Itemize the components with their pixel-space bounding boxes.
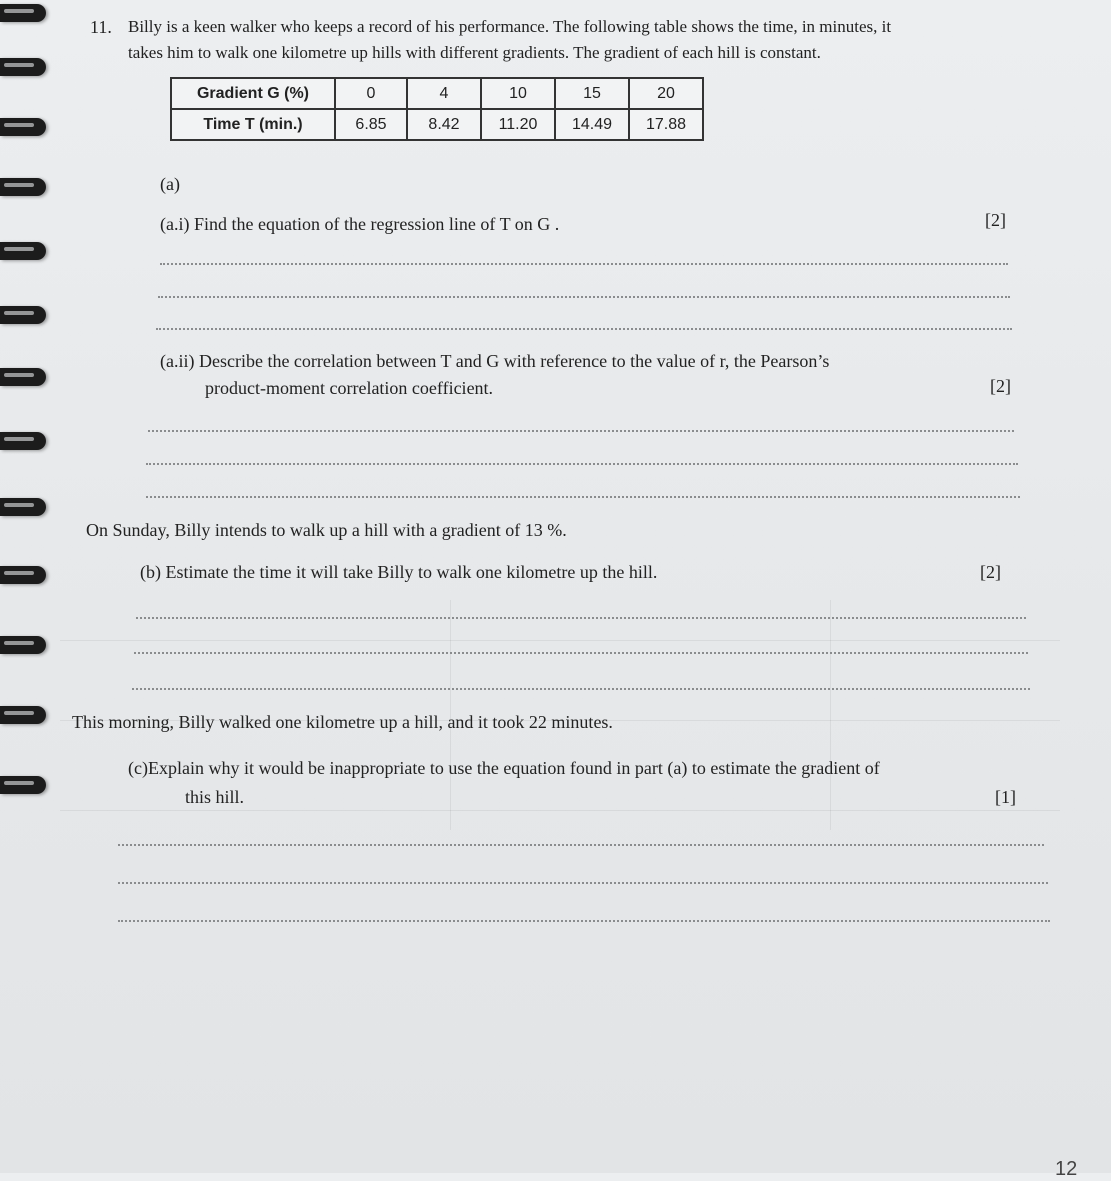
part-a-ii-marks: [2] — [990, 376, 1011, 396]
part-c-question-line1: (c)Explain why it would be inappropriate to use the equation found in part (a) to estimate the gradient of — [128, 758, 880, 778]
table-cell: 20 — [629, 78, 703, 109]
answer-line[interactable] — [134, 652, 1028, 654]
answer-line[interactable] — [136, 617, 1026, 619]
intro-line-2: takes him to walk one kilometre up hills with different gradients. The gradient of each hill is constant. — [128, 43, 821, 62]
part-c-question-line2: this hill. — [185, 787, 245, 807]
answer-line[interactable] — [118, 844, 1044, 846]
answer-line[interactable] — [146, 463, 1018, 465]
row-header-time: Time T (min.) — [171, 109, 335, 140]
answer-line[interactable] — [160, 263, 1008, 265]
part-a-ii-question-line1: (a.ii) Describe the correlation between T and G with reference to the value of r, the Pearson’s — [160, 351, 830, 371]
table-cell: 8.42 — [407, 109, 481, 140]
table-cell: 17.88 — [629, 109, 703, 140]
page-number: 12 — [1055, 1158, 1078, 1180]
table-cell: 0 — [335, 78, 407, 109]
part-a-i-question: (a.i) Find the equation of the regression line of T on G . — [160, 214, 560, 234]
table-cell: 4 — [407, 78, 481, 109]
data-table — [170, 77, 704, 141]
answer-line[interactable] — [118, 920, 1050, 922]
table-cell: 6.85 — [335, 109, 407, 140]
row-header-gradient: Gradient G (%) — [171, 78, 335, 109]
answer-line[interactable] — [132, 688, 1030, 690]
answer-line[interactable] — [148, 430, 1014, 432]
table-row-time — [171, 109, 703, 140]
table-cell: 11.20 — [481, 109, 555, 140]
table-cell: 10 — [481, 78, 555, 109]
part-b-marks: [2] — [980, 562, 1001, 582]
sunday-statement: On Sunday, Billy intends to walk up a hill with a gradient of 13 %. — [86, 520, 567, 540]
question-number: 11. — [90, 17, 112, 37]
part-a-label: (a) — [160, 174, 180, 194]
table-cell: 15 — [555, 78, 629, 109]
spiral-binding — [0, 0, 60, 1173]
answer-line[interactable] — [158, 296, 1010, 298]
table-cell: 14.49 — [555, 109, 629, 140]
answer-line[interactable] — [156, 328, 1012, 330]
answer-line[interactable] — [146, 496, 1020, 498]
part-a-i-marks: [2] — [985, 210, 1006, 230]
part-c-marks: [1] — [995, 787, 1016, 807]
part-a-ii-question-line2: product-moment correlation coefficient. — [205, 378, 494, 398]
answer-line[interactable] — [118, 882, 1048, 884]
intro-line-1: Billy is a keen walker who keeps a record of his performance. The following table shows the time, in minutes, it — [128, 17, 892, 36]
table-row-gradient — [171, 78, 703, 109]
morning-statement: This morning, Billy walked one kilometre up a hill, and it took 22 minutes. — [72, 712, 613, 732]
part-b-question: (b) Estimate the time it will take Billy to walk one kilometre up the hill. — [140, 562, 658, 582]
